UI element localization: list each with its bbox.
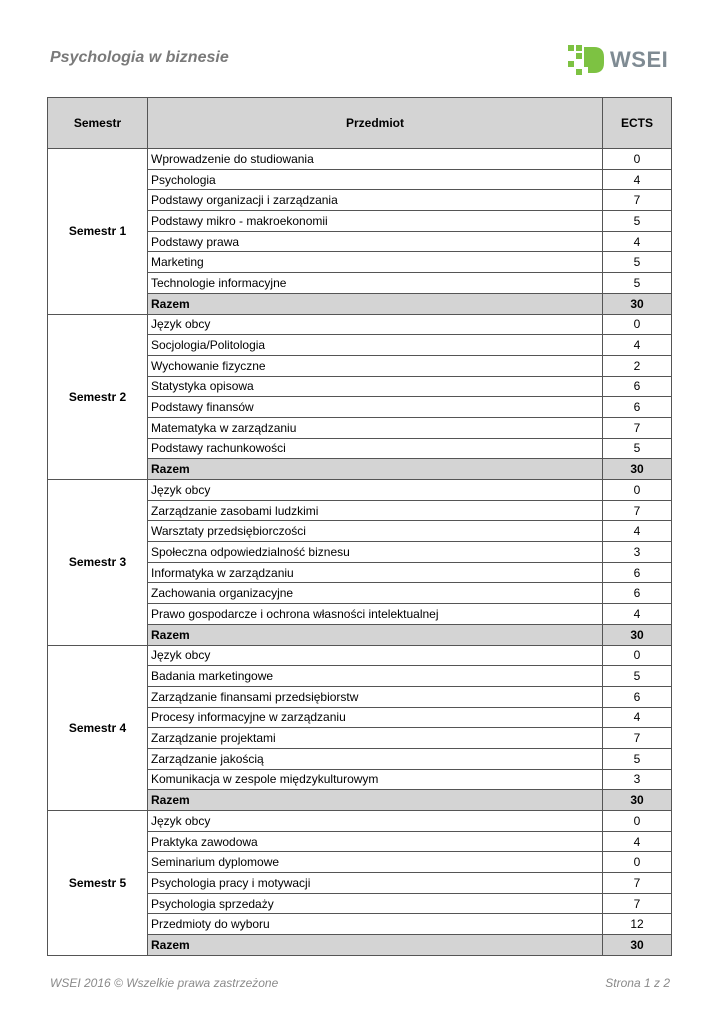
wsei-logo: [566, 43, 676, 77]
subject-ects: 5: [603, 211, 672, 232]
subject-ects: 7: [603, 728, 672, 749]
subject-name: Komunikacja w zespole międzykulturowym: [148, 769, 603, 790]
subject-name: Praktyka zawodowa: [148, 831, 603, 852]
subject-ects: 0: [603, 811, 672, 832]
subject-name: Psychologia sprzedaży: [148, 893, 603, 914]
semester-label: Semestr 3: [48, 480, 148, 646]
table-row: [48, 811, 672, 832]
subject-name: Socjologia/Politologia: [148, 335, 603, 356]
total-label: Razem: [148, 459, 603, 480]
subject-name: Psychologia: [148, 169, 603, 190]
subject-name: Podstawy mikro - makroekonomii: [148, 211, 603, 232]
subject-ects: 7: [603, 893, 672, 914]
subject-ects: 4: [603, 521, 672, 542]
subject-ects: 6: [603, 376, 672, 397]
total-ects: 30: [603, 293, 672, 314]
subject-ects: 3: [603, 769, 672, 790]
footer-copyright: WSEI 2016 © Wszelkie prawa zastrzeżone: [50, 976, 279, 990]
total-ects: 30: [603, 624, 672, 645]
curriculum-table: [47, 97, 672, 956]
subject-name: Podstawy rachunkowości: [148, 438, 603, 459]
subject-ects: 4: [603, 604, 672, 625]
subject-ects: 0: [603, 645, 672, 666]
column-header-ects: ECTS: [603, 98, 672, 149]
subject-name: Zarządzanie zasobami ludzkimi: [148, 500, 603, 521]
subject-name: Technologie informacyjne: [148, 273, 603, 294]
subject-ects: 5: [603, 748, 672, 769]
total-ects: 30: [603, 790, 672, 811]
column-header-subject: Przedmiot: [148, 98, 603, 149]
subject-ects: 6: [603, 686, 672, 707]
subject-ects: 7: [603, 417, 672, 438]
subject-name: Marketing: [148, 252, 603, 273]
total-ects: 30: [603, 935, 672, 956]
subject-ects: 4: [603, 169, 672, 190]
subject-name: Wprowadzenie do studiowania: [148, 149, 603, 170]
semester-label: Semestr 4: [48, 645, 148, 811]
subject-name: Badania marketingowe: [148, 666, 603, 687]
total-label: Razem: [148, 935, 603, 956]
table-row: [48, 645, 672, 666]
subject-name: Język obcy: [148, 480, 603, 501]
subject-ects: 4: [603, 335, 672, 356]
subject-ects: 5: [603, 273, 672, 294]
total-ects: 30: [603, 459, 672, 480]
total-label: Razem: [148, 293, 603, 314]
subject-ects: 6: [603, 562, 672, 583]
subject-name: Podstawy organizacji i zarządzania: [148, 190, 603, 211]
subject-ects: 0: [603, 149, 672, 170]
subject-name: Podstawy prawa: [148, 231, 603, 252]
subject-name: Podstawy finansów: [148, 397, 603, 418]
subject-ects: 6: [603, 583, 672, 604]
wsei-logo-icon: [566, 43, 608, 77]
subject-name: Informatyka w zarządzaniu: [148, 562, 603, 583]
semester-label: Semestr 5: [48, 811, 148, 956]
column-header-semester: Semestr: [48, 98, 148, 149]
subject-ects: 7: [603, 873, 672, 894]
table-header-row: [48, 98, 672, 149]
page-title: Psychologia w biznesie: [50, 49, 229, 66]
subject-name: Seminarium dyplomowe: [148, 852, 603, 873]
subject-ects: 5: [603, 252, 672, 273]
total-label: Razem: [148, 624, 603, 645]
footer-page-number: Strona 1 z 2: [605, 976, 670, 990]
subject-name: Społeczna odpowiedzialność biznesu: [148, 542, 603, 563]
subject-name: Wychowanie fizyczne: [148, 355, 603, 376]
subject-name: Prawo gospodarcze i ochrona własności intelektualnej: [148, 604, 603, 625]
table-row: [48, 314, 672, 335]
subject-name: Język obcy: [148, 645, 603, 666]
table-row: [48, 480, 672, 501]
subject-ects: 5: [603, 438, 672, 459]
subject-name: Zarządzanie jakością: [148, 748, 603, 769]
subject-ects: 4: [603, 831, 672, 852]
subject-name: Warsztaty przedsiębiorczości: [148, 521, 603, 542]
subject-name: Matematyka w zarządzaniu: [148, 417, 603, 438]
subject-ects: 0: [603, 314, 672, 335]
subject-name: Zarządzanie finansami przedsiębiorstw: [148, 686, 603, 707]
subject-ects: 7: [603, 500, 672, 521]
subject-ects: 4: [603, 231, 672, 252]
total-label: Razem: [148, 790, 603, 811]
subject-ects: 2: [603, 355, 672, 376]
subject-name: Psychologia pracy i motywacji: [148, 873, 603, 894]
semester-label: Semestr 2: [48, 314, 148, 480]
table-row: [48, 149, 672, 170]
subject-ects: 7: [603, 190, 672, 211]
subject-ects: 6: [603, 397, 672, 418]
subject-name: Procesy informacyjne w zarządzaniu: [148, 707, 603, 728]
subject-ects: 12: [603, 914, 672, 935]
subject-ects: 5: [603, 666, 672, 687]
subject-ects: 0: [603, 852, 672, 873]
subject-name: Język obcy: [148, 811, 603, 832]
subject-ects: 0: [603, 480, 672, 501]
subject-ects: 4: [603, 707, 672, 728]
logo-text: WSEI: [610, 47, 669, 72]
semester-label: Semestr 1: [48, 149, 148, 315]
subject-name: Język obcy: [148, 314, 603, 335]
subject-name: Przedmioty do wyboru: [148, 914, 603, 935]
subject-name: Zachowania organizacyjne: [148, 583, 603, 604]
subject-name: Statystyka opisowa: [148, 376, 603, 397]
subject-name: Zarządzanie projektami: [148, 728, 603, 749]
subject-ects: 3: [603, 542, 672, 563]
